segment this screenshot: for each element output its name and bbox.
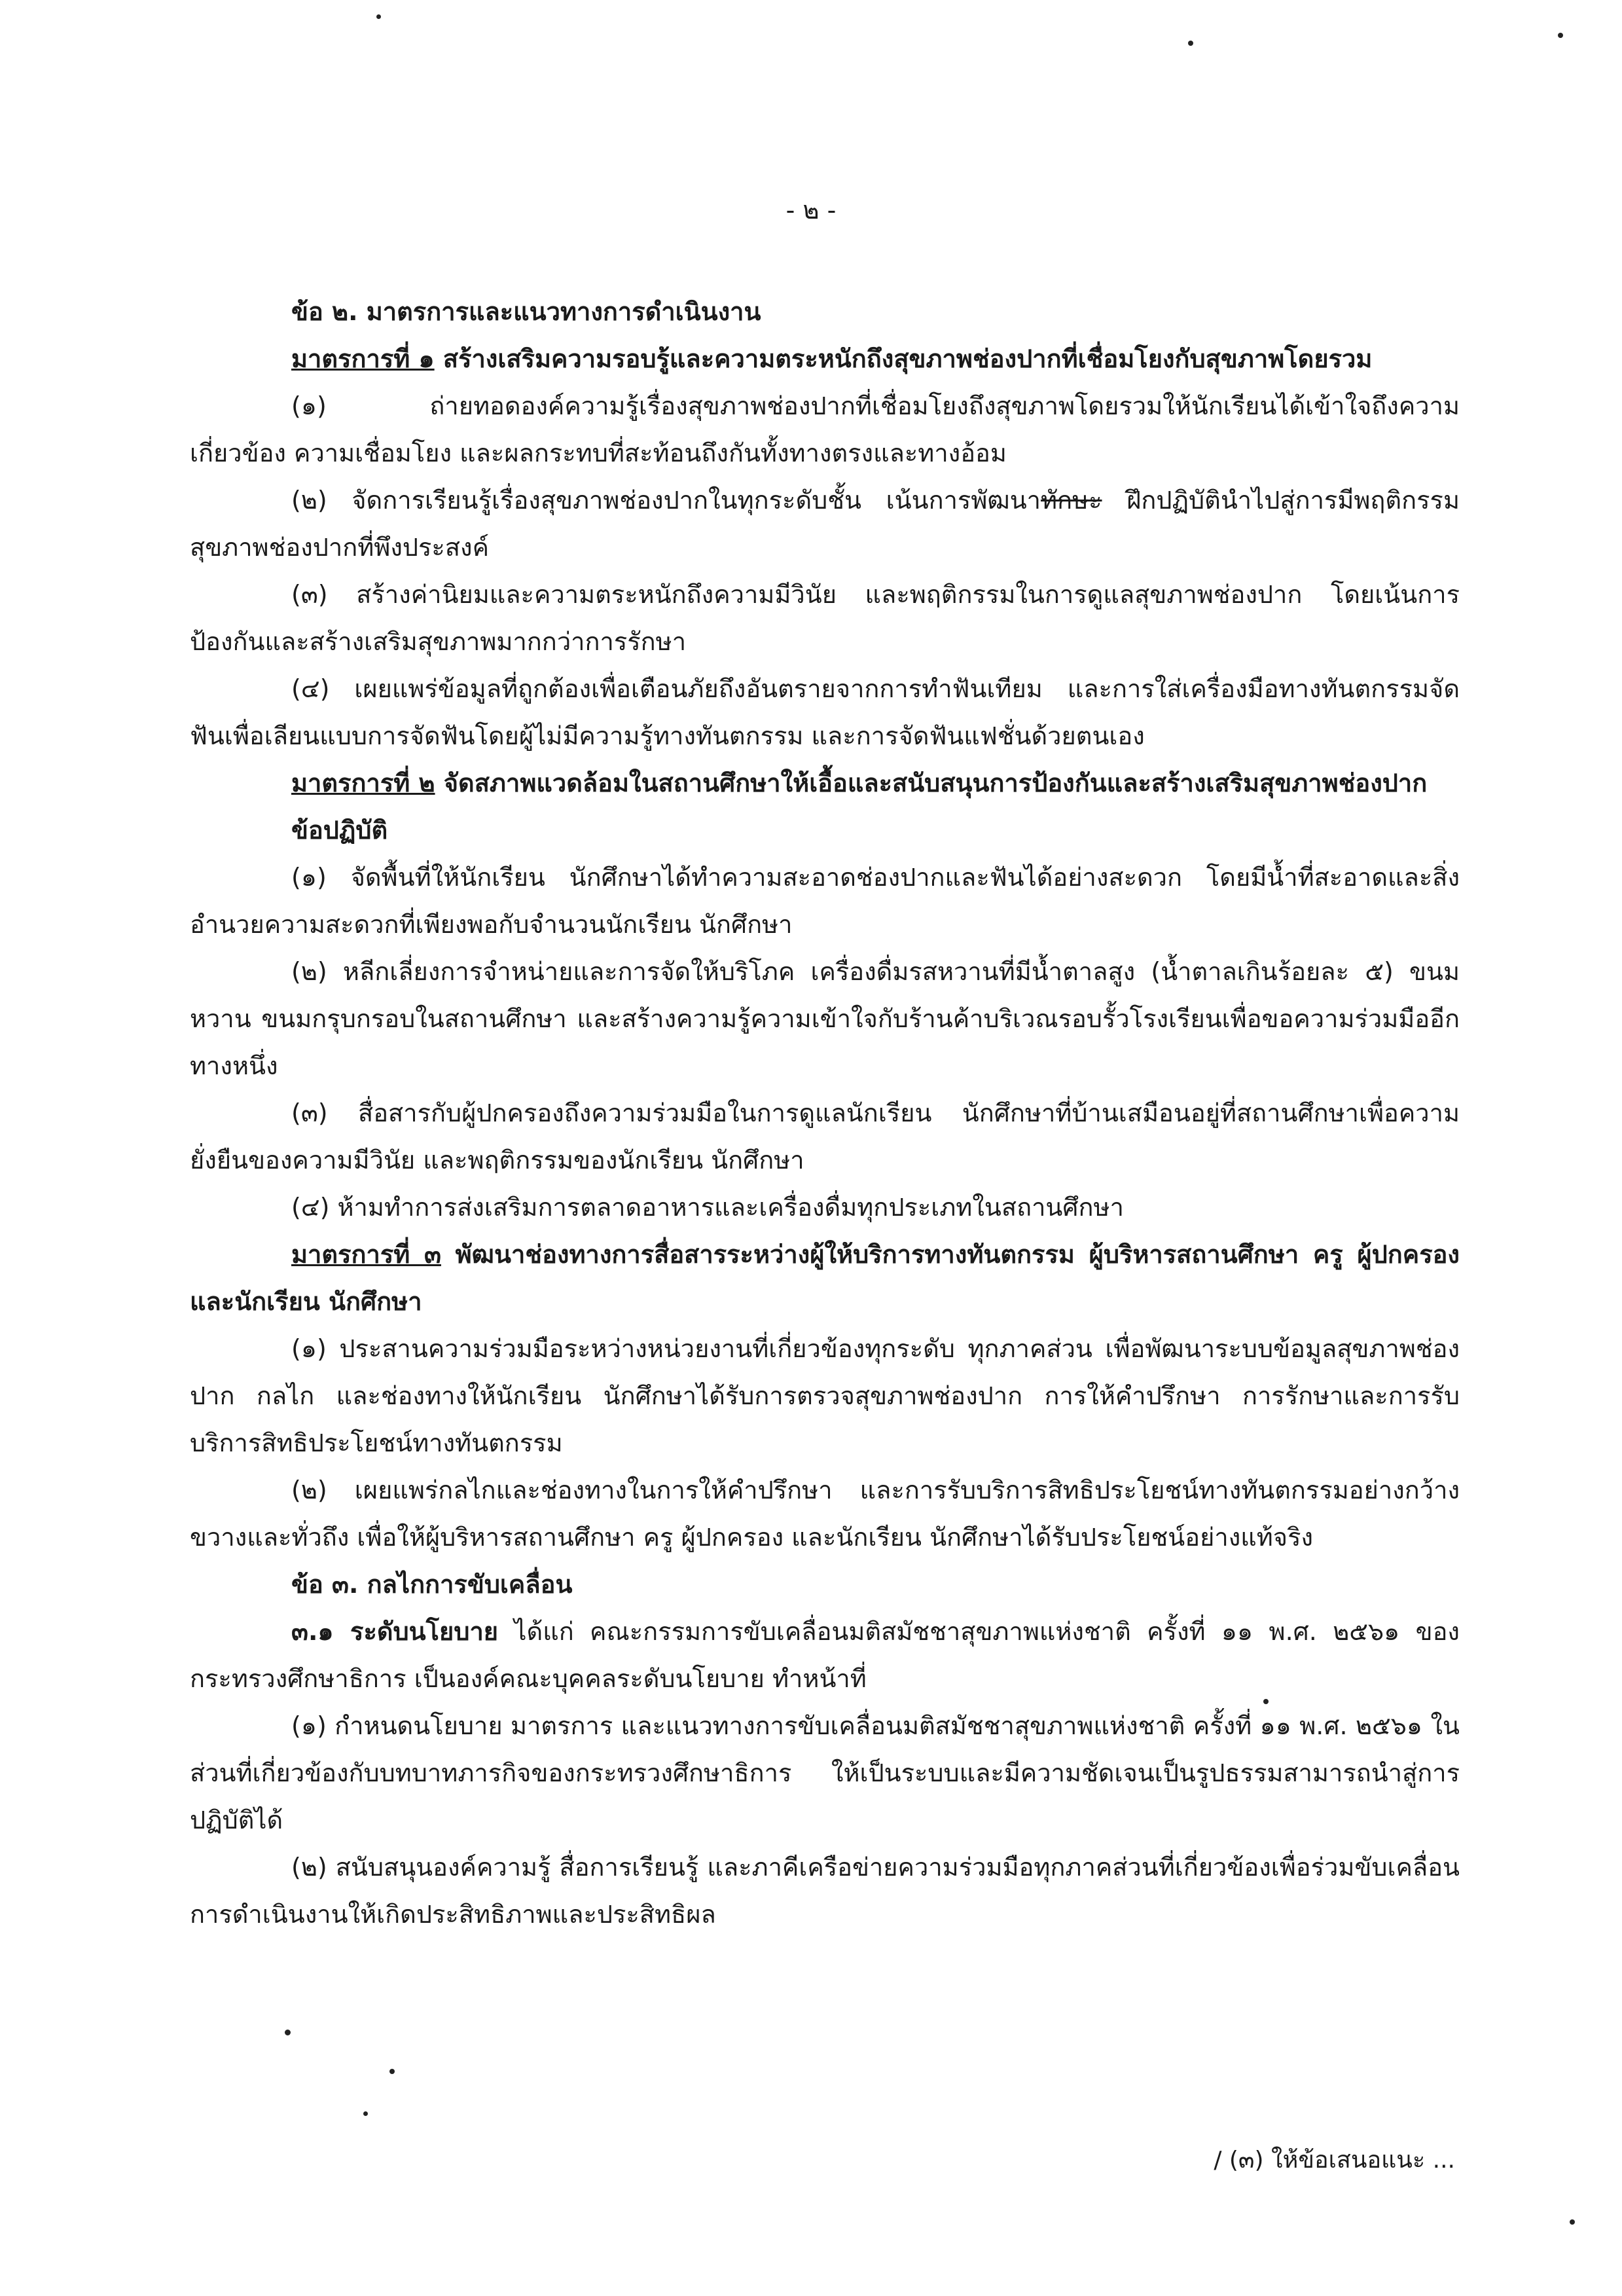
section-3-1-item-1: (๑) กำหนดนโยบาย มาตรการ และแนวทางการขับเคลื่อนมติสมัชชาสุขภาพแห่งชาติ ครั้งที่ ๑๑ พ.ศ. ๒๕๖๑ ในส่วนที่เกี่ยวข้องกับบทบาทภารกิจของกระทรวงศึกษาธิการ ให้เป็นระบบและมีความชัดเจนเป็นรูปธรรมสามารถนำสู่การปฏิบัติได้ [190, 1711, 1460, 1834]
measure-1-item-2-text: (๒) จัดการเรียนรู้เรื่องสุขภาพช่องปากในทุกระดับชั้น เน้นการพัฒนา [291, 486, 1041, 515]
scan-speck [363, 2111, 368, 2116]
measure-2-item-1: (๑) จัดพื้นที่ให้นักเรียน นักศึกษาได้ทำความสะอาดช่องปากและฟันได้อย่างสะดวก โดยมีน้ำที่สะอาดและสิ่งอำนวยความสะดวกที่เพียงพอกับจำนวนนักเรียน นักศึกษา [190, 863, 1460, 939]
section-3-1-label: ๓.๑ ระดับนโยบาย [291, 1617, 499, 1646]
measure-3-heading [190, 1231, 1460, 1325]
page-number: - ๒ - [785, 196, 837, 225]
measure-2-heading [190, 759, 1460, 807]
measure-3-item-2: (๒) เผยแพร่กลไกและช่องทางในการให้คำปรึกษา และการรับบริการสิทธิประโยชน์ทางทันตกรรมอย่างกว้างขวางและทั่วถึง เพื่อให้ผู้บริหารสถานศึกษา ครู ผู้ปกครอง และนักเรียน นักศึกษาได้รับประโยชน์อย่างแท้จริง [190, 1476, 1460, 1552]
measure-2-item-3: (๓) สื่อสารกับผู้ปกครองถึงความร่วมมือในการดูแลนักเรียน นักศึกษาที่บ้านเสมือนอยู่ที่สถานศึกษาเพื่อความยั่งยืนของความมีวินัย และพฤติกรรมของนักเรียน นักศึกษา [190, 1099, 1460, 1175]
section-3-1-item-2: (๒) สนับสนุนองค์ความรู้ สื่อการเรียนรู้ และภาคีเครือข่ายความร่วมมือทุกภาคส่วนที่เกี่ยวข้องเพื่อร่วมขับเคลื่อนการดำเนินงานให้เกิดประสิทธิภาพและประสิทธิผล [190, 1853, 1460, 1929]
measure-2-label: มาตรการที่ ๒ [291, 769, 435, 797]
measure-3-title: พัฒนาช่องทางการสื่อสารระหว่างผู้ให้บริการทางทันตกรรม ผู้บริหารสถานศึกษา ครู ผู้ปกครอง และนักเรียน นักศึกษา [190, 1240, 1460, 1316]
scan-speck [389, 2069, 395, 2074]
measure-2-item-4: (๔) ห้ามทำการส่งเสริมการตลาดอาหารและเครื่องดื่มทุกประเภทในสถานศึกษา [291, 1193, 1124, 1222]
measure-1-heading [190, 335, 1460, 382]
measure-1-item-1: (๑) ถ่ายทอดองค์ความรู้เรื่องสุขภาพช่องปากที่เชื่อมโยงถึงสุขภาพโดยรวมให้นักเรียนได้เข้าใจถึงความเกี่ยวข้อง ความเชื่อมโยง และผลกระทบที่สะท้อนถึงกันทั้งทางตรงและทางอ้อม [190, 392, 1460, 467]
measure-2-title: จัดสภาพแวดล้อมในสถานศึกษาให้เอื้อและสนับสนุนการป้องกันและสร้างเสริมสุขภาพช่องปาก [435, 769, 1428, 797]
scan-speck [1188, 41, 1193, 46]
continuation-note: / (๓) ให้ข้อเสนอแนะ ... [1214, 2147, 1455, 2174]
measure-1-item-3: (๓) สร้างค่านิยมและความตระหนักถึงความมีวินัย และพฤติกรรมในการดูแลสุขภาพช่องปาก โดยเน้นการป้องกันและสร้างเสริมสุขภาพมากกว่าการรักษา [190, 580, 1460, 656]
scan-speck [1558, 33, 1563, 38]
document-body [190, 288, 1460, 1938]
measure-3-item-1: (๑) ประสานความร่วมมือระหว่างหน่วยงานที่เกี่ยวข้องทุกระดับ ทุกภาคส่วน เพื่อพัฒนาระบบข้อมูลสุขภาพช่องปาก กลไก และช่องทางให้นักเรียน นักศึกษาได้รับการตรวจสุขภาพช่องปาก การให้คำปรึกษา การรักษาและการรับบริการสิทธิประโยชน์ทางทันตกรรม [190, 1334, 1460, 1457]
measure-2-item-2: (๒) หลีกเลี่ยงการจำหน่ายและการจัดให้บริโภค เครื่องดื่มรสหวานที่มีน้ำตาลสูง (น้ำตาลเกินร้อยละ ๕) ขนมหวาน ขนมกรุบกรอบในสถานศึกษา และสร้างความรู้ความเข้าใจกับร้านค้าบริเวณรอบรั้วโรงเรียนเพื่อขอความร่วมมืออีกทางหนึ่ง [190, 957, 1460, 1080]
section-3-heading: ข้อ ๓. กลไกการขับเคลื่อน [291, 1570, 573, 1599]
measure-1-item-2 [190, 477, 1460, 571]
measure-1-title: สร้างเสริมความรอบรู้และความตระหนักถึงสุขภาพช่องปากที่เชื่อมโยงกับสุขภาพโดยรวม [434, 344, 1373, 373]
measure-1-item-2-text-end: ฝึกปฏิบัตินำไปสู่การมีพฤติกรรมสุขภาพช่องปากที่พึงประสงค์ [190, 486, 1460, 562]
section-2-heading: ข้อ ๒. มาตรการและแนวทางการดำเนินงาน [291, 297, 761, 326]
scan-speck [1263, 1699, 1269, 1704]
measure-3-label: มาตรการที่ ๓ [291, 1240, 441, 1269]
section-3-1-text: ได้แก่ คณะกรรมการขับเคลื่อนมติสมัชชาสุขภาพแห่งชาติ ครั้งที่ ๑๑ พ.ศ. ๒๕๖๑ ของกระทรวงศึกษาธิการ เป็นองค์คณะบุคคลระดับนโยบาย ทำหน้าที่ [190, 1617, 1460, 1693]
measure-1-label: มาตรการที่ ๑ [291, 344, 435, 373]
measure-2-subheading: ข้อปฏิบัติ [291, 816, 388, 845]
scan-speck [1570, 2219, 1575, 2225]
scan-speck [285, 2030, 291, 2035]
scan-speck [376, 14, 381, 19]
measure-1-item-4: (๔) เผยแพร่ข้อมูลที่ถูกต้องเพื่อเตือนภัยถึงอันตรายจากการทำฟันเทียม และการใส่เครื่องมือทางทันตกรรมจัดฟันเพื่อเลียนแบบการจัดฟันโดยผู้ไม่มีความรู้ทางทันตกรรม และการจัดฟันแฟชั่นด้วยตนเอง [190, 674, 1460, 750]
struck-word: ทักษะ [1041, 486, 1102, 515]
section-3-1-paragraph [190, 1608, 1460, 1702]
